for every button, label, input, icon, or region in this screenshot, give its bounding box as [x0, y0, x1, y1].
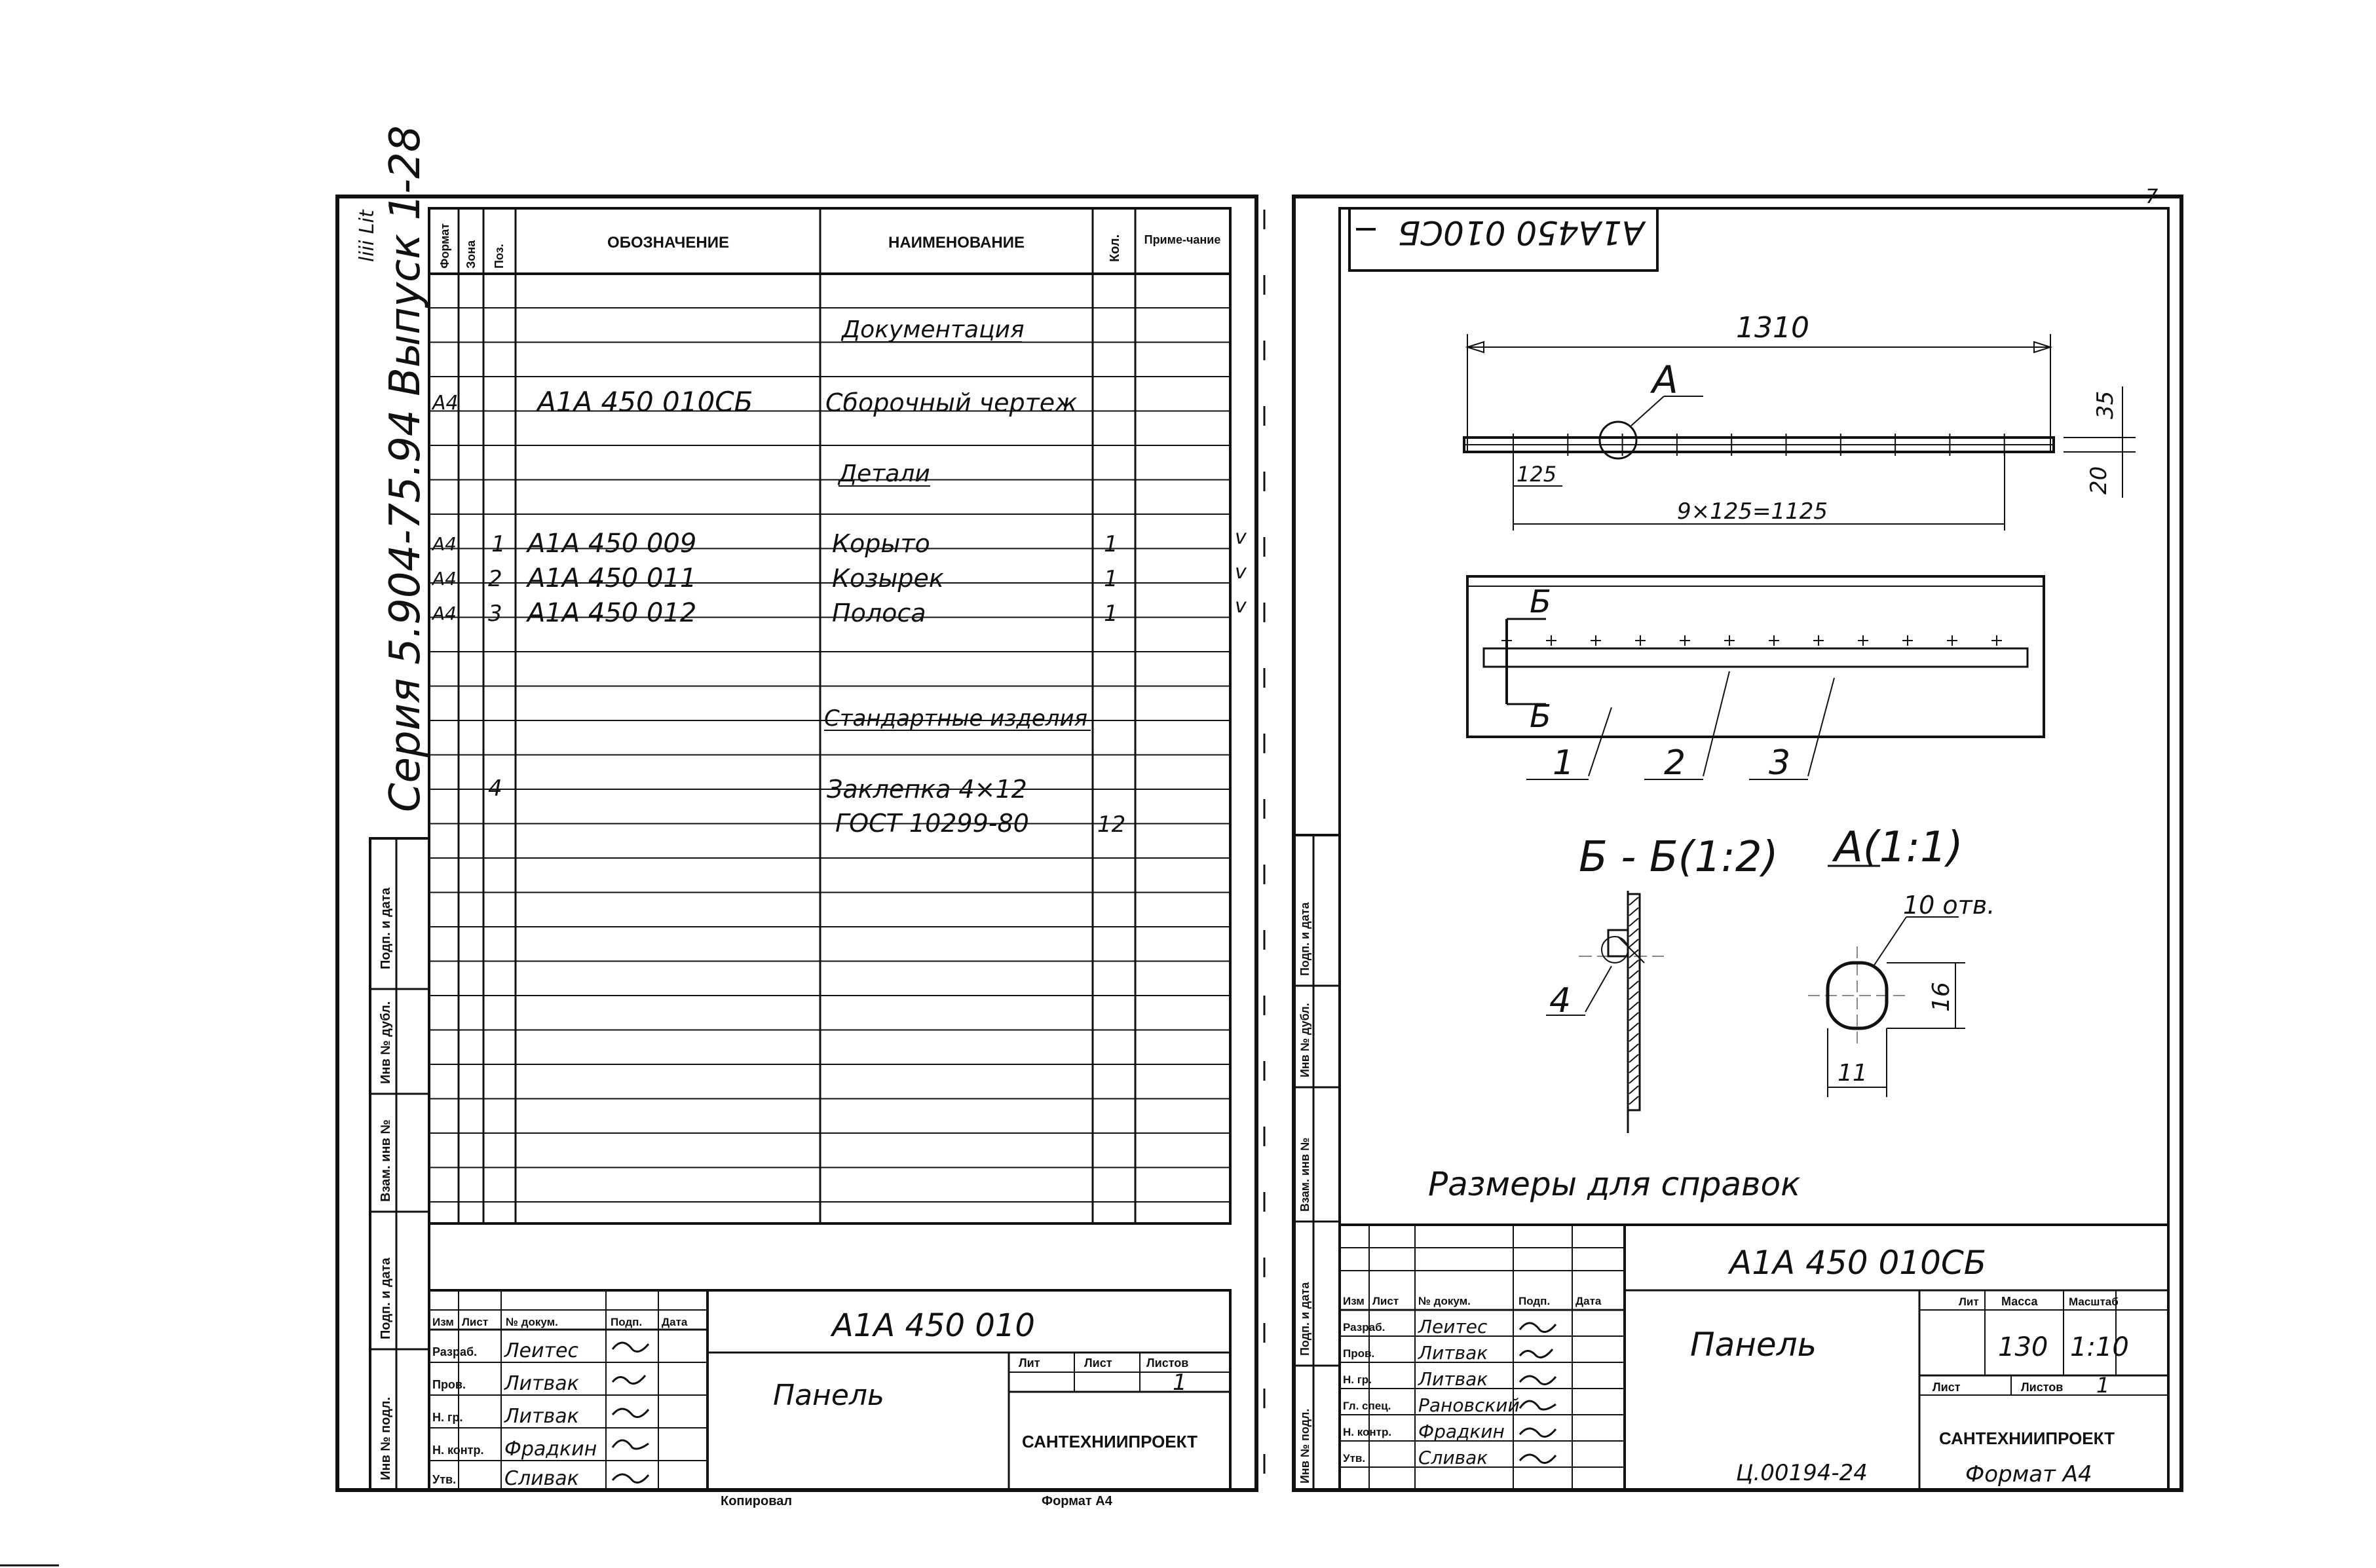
dim-pitch: 125	[1517, 462, 1557, 487]
row-5-pos: 3	[488, 601, 502, 627]
tb-col-change: Изм	[432, 1316, 454, 1328]
row-4-format: А4	[432, 568, 457, 589]
hole-h: 16	[1928, 982, 1955, 1012]
hatch-line	[1629, 971, 1638, 979]
r-side-label-4: Инв № подл.	[1298, 1408, 1311, 1484]
side-label-dup: Инв № дубл.	[379, 1001, 393, 1084]
tb-role-2: Н. гр.	[432, 1411, 463, 1424]
signature-mark	[613, 1343, 649, 1352]
footer-copied: Копировал	[721, 1494, 793, 1508]
rtb-role-2: Н. гр.	[1343, 1373, 1372, 1386]
footer-format-r: Формат А4	[1965, 1461, 2092, 1487]
corner-mark: ~7	[2129, 185, 2159, 208]
rtb-lit: Лит	[1959, 1296, 1979, 1308]
hatch-line	[1629, 1023, 1638, 1031]
reference-note: Размеры для справок	[1428, 1165, 1801, 1203]
signature-mark	[613, 1375, 645, 1383]
header-qty: Кол.	[1108, 234, 1122, 262]
rtb-scale: Масштаб	[2069, 1296, 2119, 1308]
hatch-line	[1629, 897, 1638, 905]
rtb-scale-value: 1:10	[2070, 1332, 2129, 1362]
check-mark: v	[1235, 595, 1247, 618]
rtb-col-sheet: Лист	[1372, 1295, 1399, 1307]
hatch-line	[1629, 1086, 1638, 1094]
rtb-role-0: Разраб.	[1343, 1321, 1386, 1334]
dim-total: 1310	[1736, 311, 1809, 345]
signature-mark	[613, 1440, 649, 1449]
side-label-replaced: Взам. инв №	[379, 1119, 393, 1202]
hatch-line	[1629, 960, 1638, 968]
tb-col-sign: Подп.	[611, 1316, 643, 1328]
hatch-line	[1629, 1002, 1638, 1010]
row-3-qty: 1	[1104, 531, 1118, 557]
tb-lit: Лит	[1019, 1356, 1040, 1370]
row-6-name: Стандартные изделия	[824, 705, 1088, 732]
rtb-role-4: Н. контр.	[1343, 1426, 1392, 1438]
row-3-name: Корыто	[832, 529, 930, 558]
row-3-pos: 1	[491, 531, 506, 557]
dim-h1: 35	[2092, 390, 2119, 419]
row-1-format: А4	[432, 392, 459, 415]
row-5-format: А4	[432, 603, 457, 624]
tb-name-0: Леитес	[504, 1339, 578, 1362]
left-corner-mark: liii Lit	[356, 210, 379, 262]
signature-mark	[1520, 1349, 1553, 1357]
spec-row-lines	[429, 308, 1230, 1202]
tb-name: Панель	[773, 1379, 884, 1412]
section-hatch	[1629, 897, 1638, 1104]
row-5-name: Полоса	[832, 599, 926, 627]
detail-view	[1808, 823, 1995, 1097]
rivet-crosses	[1501, 635, 2002, 646]
row-4-designation: А1А 450 011	[527, 563, 697, 593]
rtb-col-doc: № докум.	[1418, 1295, 1471, 1307]
signature-mark	[1520, 1428, 1556, 1437]
signature-mark	[1520, 1376, 1556, 1385]
check-mark: v	[1235, 561, 1247, 584]
hatch-line	[1629, 1013, 1638, 1020]
section-title: Б - Б(1:2)	[1579, 833, 1779, 882]
side-label-sign-date: Подп. и дата	[379, 887, 393, 969]
rtb-col-sign: Подп.	[1518, 1295, 1551, 1307]
pos-2: 2	[1664, 743, 1686, 783]
hatch-line	[1629, 992, 1638, 999]
r-side-label-3: Подп. и дата	[1298, 1282, 1311, 1356]
row-3-format: А4	[432, 533, 457, 555]
pos-1: 1	[1553, 743, 1575, 783]
footer-format: Формат А4	[1042, 1494, 1112, 1508]
header-note: Приме-чание	[1144, 233, 1221, 246]
rtb-name-1: Литвак	[1418, 1342, 1488, 1364]
tb-col-date: Дата	[662, 1316, 688, 1328]
panel-top-view	[1464, 311, 2136, 531]
pos-3: 3	[1769, 743, 1791, 783]
right-title-block	[1340, 1225, 2168, 1490]
row-8-name: ГОСТ 10299-80	[835, 809, 1029, 838]
panel-front-view	[1467, 576, 2044, 783]
tb-sheet: Лист	[1084, 1356, 1112, 1370]
panel-strip	[1484, 648, 2027, 667]
spec-rows	[431, 316, 1125, 838]
r-side-label-1: Инв № дубл.	[1298, 1003, 1311, 1077]
rtb-name-0: Леитес	[1418, 1316, 1488, 1337]
rtb-sheets: Листов	[2021, 1381, 2064, 1394]
tb-org: САНТЕХНИИПРОЕКТ	[1022, 1432, 1198, 1451]
side-label-sign-date-2: Подп. и дата	[379, 1258, 393, 1339]
check-mark: v	[1235, 526, 1247, 549]
side-label-inv: Инв № подл.	[379, 1396, 393, 1480]
header-zone: Зона	[464, 240, 478, 269]
hatch-line	[1629, 981, 1638, 989]
hole-w: 11	[1838, 1060, 1868, 1087]
hatch-line	[1629, 1075, 1638, 1083]
rtb-col-date: Дата	[1575, 1295, 1602, 1307]
hatch-line	[1629, 1055, 1638, 1062]
rtb-mass-value: 130	[1998, 1332, 2048, 1362]
tb-code: А1А 450 010	[832, 1307, 1035, 1344]
right-sheet	[1294, 185, 2181, 1490]
tb-role-4: Утв.	[432, 1473, 457, 1486]
row-0-name: Документация	[842, 316, 1025, 343]
row-4-name: Козырек	[832, 564, 944, 593]
tb-name-1: Литвак	[504, 1372, 579, 1395]
header-format: Формат	[438, 223, 451, 269]
tb-sheets: Листов	[1146, 1356, 1189, 1370]
tb-name-2: Литвак	[504, 1405, 579, 1428]
row-5-designation: А1А 450 012	[527, 598, 697, 628]
tb-col-sheet: Лист	[462, 1316, 489, 1328]
row-4-qty: 1	[1104, 566, 1118, 592]
rtb-name-4: Фрадкин	[1418, 1421, 1505, 1442]
rtb-role-5: Утв.	[1343, 1452, 1366, 1465]
tb-sheets-value: 1	[1173, 1370, 1187, 1396]
row-5-qty: 1	[1104, 601, 1118, 627]
hatch-line	[1629, 918, 1638, 926]
rtb-code: А1А 450 010СБ	[1729, 1244, 1987, 1282]
hatch-line	[1629, 939, 1638, 947]
hatch-line	[1629, 929, 1638, 937]
signature-mark	[613, 1474, 649, 1483]
row-7-pos: 4	[488, 775, 502, 802]
row-3-designation: А1А 450 009	[527, 529, 697, 559]
rtb-name: Панель	[1690, 1326, 1817, 1364]
row-7-name: Заклепка 4×12	[827, 775, 1027, 804]
tb-role-1: Пров.	[432, 1378, 466, 1391]
section-view	[1546, 833, 1779, 1133]
hatch-line	[1629, 1065, 1638, 1073]
hatch-line	[1629, 1096, 1638, 1104]
hatch-line	[1629, 1044, 1638, 1052]
rtb-role-1: Пров.	[1343, 1347, 1375, 1360]
detail-title: А(1:1)	[1834, 823, 1963, 872]
rtb-sheets-value: 1	[2096, 1373, 2110, 1398]
tb-role-0: Разраб.	[432, 1345, 478, 1358]
pos-4: 4	[1549, 981, 1572, 1020]
rtb-org: САНТЕХНИИПРОЕКТ	[1939, 1428, 2115, 1448]
rtb-name-3: Рановский	[1418, 1394, 1520, 1416]
hatch-line	[1629, 1034, 1638, 1041]
signature-mark	[1520, 1323, 1556, 1332]
rtb-mass: Масса	[2001, 1295, 2038, 1308]
callout-a: А	[1652, 358, 1678, 402]
row-2-name: Детали	[839, 460, 930, 487]
rtb-role-3: Гл. спец.	[1343, 1400, 1391, 1412]
tb-name-4: Сливак	[504, 1467, 579, 1490]
row-4-pos: 2	[488, 566, 502, 592]
header-name: НАИМЕНОВАНИЕ	[888, 234, 1025, 252]
row-1-name: Сборочный чертеж	[825, 388, 1078, 417]
rtb-name-5: Сливак	[1418, 1447, 1488, 1468]
header-designation: ОБОЗНАЧЕНИЕ	[607, 234, 729, 252]
row-8-qty: 12	[1097, 812, 1126, 838]
left-sheet-border	[337, 196, 1256, 1490]
left-sheet	[337, 125, 1256, 1508]
header-pos: Поз.	[493, 244, 506, 269]
tb-role-3: Н. контр.	[432, 1444, 484, 1457]
signature-mark	[613, 1409, 649, 1417]
dim-h2: 20	[2086, 466, 2112, 495]
rtb-col-change: Изм	[1343, 1295, 1365, 1307]
holes-note: 10 отв.	[1903, 891, 1995, 920]
rtb-name-2: Литвак	[1418, 1368, 1488, 1390]
signature-mark	[1520, 1455, 1556, 1463]
tb-name-3: Фрадкин	[504, 1438, 597, 1461]
row-1-designation: А1А 450 010СБ	[537, 386, 753, 418]
section-b-bottom: Б	[1530, 698, 1551, 735]
r-side-label-0: Подп. и дата	[1298, 902, 1311, 976]
footer-inv: Ц.00194-24	[1736, 1460, 1868, 1486]
panel-outline	[1467, 576, 2044, 737]
series-stamp: Серия 5.904-75.94 Выпуск 1-28	[381, 125, 430, 812]
tb-col-doc: № докум.	[506, 1316, 558, 1328]
left-title-block	[429, 1290, 1230, 1490]
dim-series: 9×125=1125	[1677, 498, 1828, 525]
stamp-code: А1А450 010СБ	[1397, 214, 1644, 252]
rtb-sheet: Лист	[1933, 1381, 1961, 1394]
section-b-top: Б	[1530, 584, 1551, 620]
r-side-label-2: Взам. инв №	[1298, 1137, 1311, 1212]
signature-mark	[1520, 1401, 1556, 1409]
hatch-line	[1629, 908, 1638, 916]
